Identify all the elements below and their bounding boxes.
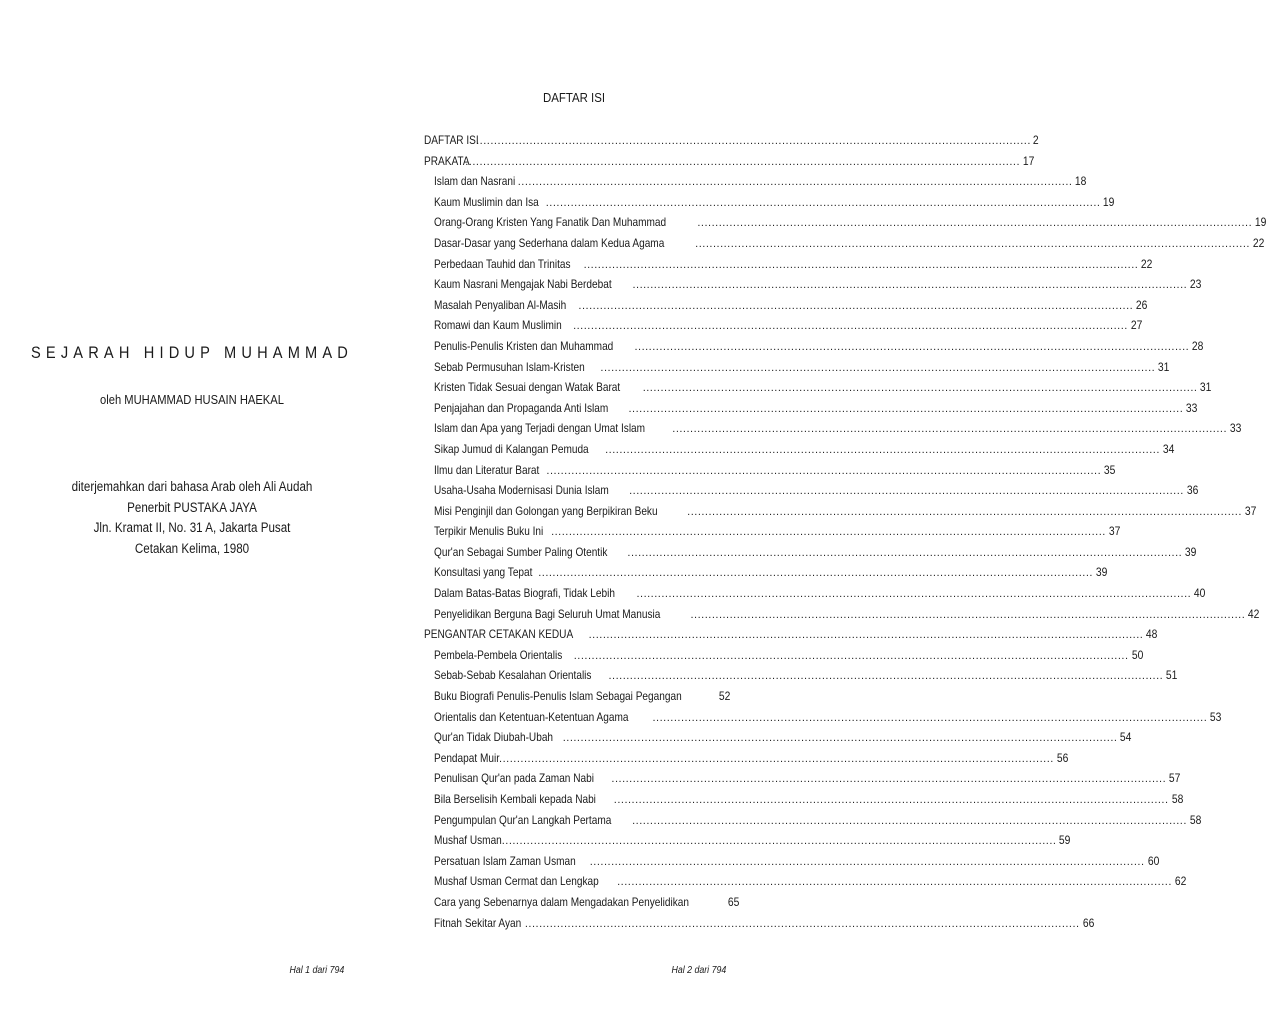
- toc-entry[interactable]: [424, 398, 1198, 419]
- toc-entry-label: Penulisan Qur'an pada Zaman Nabi: [434, 771, 594, 786]
- toc-entry-page-number: 28: [1192, 338, 1204, 353]
- toc-entry-label: Masalah Penyaliban Al-Masih: [434, 297, 567, 312]
- toc-entry[interactable]: [424, 913, 1094, 934]
- page-footer-right: Hal 2 dari 794: [671, 965, 726, 976]
- page-footer-left: Hal 1 dari 794: [289, 965, 344, 976]
- toc-entry[interactable]: [424, 542, 1197, 563]
- toc-entry[interactable]: [424, 212, 1266, 233]
- toc-entry-label: Kristen Tidak Sesuai dengan Watak Barat: [434, 380, 621, 395]
- toc-entry[interactable]: [424, 439, 1175, 460]
- toc-entry-label: Cara yang Sebenarnya dalam Mengadakan Penyelidikan: [434, 894, 689, 909]
- toc-entry[interactable]: [424, 501, 1257, 522]
- toc-leader-dots: [578, 296, 1133, 317]
- toc-entry-page-number: 19: [1103, 194, 1115, 209]
- toc-entry-label: Fitnah Sekitar Ayan: [434, 915, 522, 930]
- toc-entry[interactable]: [424, 295, 1148, 316]
- toc-leader-dots: [691, 605, 1246, 626]
- toc-entry-page-number: 31: [1200, 380, 1212, 395]
- toc-entry-label: Penjajahan dan Propaganda Anti Islam: [434, 400, 609, 415]
- toc-entry-page-number: 48: [1146, 627, 1158, 642]
- toc-entry[interactable]: [424, 789, 1183, 810]
- toc-entry-label: Mushaf Usman Cermat dan Lengkap: [434, 874, 599, 889]
- toc-entry-page-number: 35: [1104, 462, 1116, 477]
- toc-leader-dots: [608, 666, 1163, 687]
- toc-entry-page-number: 40: [1194, 586, 1206, 601]
- toc-entry-page-number: 59: [1059, 833, 1071, 848]
- toc-entry-page-number: 17: [1022, 153, 1035, 168]
- toc-entry-label: Mushaf Usman: [434, 833, 502, 848]
- toc-entry[interactable]: [424, 768, 1181, 789]
- toc-entry[interactable]: [424, 686, 731, 707]
- toc-leader-dots: [629, 399, 1184, 420]
- toc-entry-page-number: 57: [1169, 771, 1181, 786]
- toc-entry-label: Usaha-Usaha Modernisasi Dunia Islam: [434, 483, 609, 498]
- toc-entry[interactable]: [424, 315, 1143, 336]
- toc-entry-page-number: 2: [1032, 133, 1039, 147]
- toc-entry[interactable]: [424, 707, 1222, 728]
- toc-entry[interactable]: [424, 583, 1206, 604]
- toc-entry[interactable]: [424, 460, 1116, 481]
- toc-entry-page-number: 66: [1082, 915, 1094, 930]
- toc-leader-dots: [636, 584, 1191, 605]
- toc-entry-page-number: 42: [1248, 606, 1260, 621]
- toc-entry-page-number: 33: [1229, 421, 1242, 436]
- toc-entry-label: Islam dan Nasrani: [434, 174, 516, 189]
- toc-entry[interactable]: [424, 130, 1039, 151]
- toc-entry[interactable]: [424, 851, 1159, 872]
- toc-entry[interactable]: [424, 748, 1069, 769]
- toc-entry-label: Dasar-Dasar yang Sederhana dalam Kedua Agama: [434, 235, 665, 250]
- toc-entry-label: Perbedaan Tauhid dan Trinitas: [434, 256, 571, 271]
- toc-entry-page-number: 36: [1186, 483, 1199, 498]
- toc-entry[interactable]: [424, 871, 1187, 892]
- toc-leader-dots: [605, 440, 1160, 461]
- toc-leader-dots: [617, 872, 1172, 893]
- toc-entry-label: Qur'an Tidak Diubah-Ubah: [434, 730, 554, 745]
- toc-entry-label: Kaum Muslimin dan Isa: [434, 194, 539, 209]
- toc-entry-page-number: 26: [1136, 297, 1148, 312]
- toc-entry[interactable]: [424, 604, 1260, 625]
- toc-entry-page-number: 37: [1244, 503, 1257, 518]
- toc-entry-page-number: 31: [1158, 359, 1170, 374]
- toc-leader-dots: [502, 831, 1057, 852]
- toc-entry[interactable]: [424, 357, 1170, 378]
- toc-leader-dots: [465, 152, 1020, 173]
- toc-leader-dots: [476, 131, 1031, 152]
- toc-leader-dots: [634, 337, 1189, 358]
- toc-entry-label: Bila Berselisih Kembali kepada Nabi: [434, 792, 596, 806]
- toc-entry-page-number: 39: [1185, 544, 1197, 559]
- toc-entry-label: Kaum Nasrani Mengajak Nabi Berdebat: [434, 277, 612, 292]
- toc-leader-dots: [546, 461, 1101, 482]
- toc-leader-dots: [574, 646, 1129, 667]
- toc-entry-page-number: 58: [1171, 792, 1183, 806]
- toc-entry-page-number: 52: [718, 689, 731, 704]
- toc-entry-page-number: 54: [1120, 730, 1132, 745]
- toc-entry-page-number: 62: [1174, 874, 1187, 889]
- toc-entry[interactable]: [424, 151, 1035, 172]
- toc-entry[interactable]: [424, 418, 1242, 439]
- toc-leader-dots: [627, 543, 1182, 564]
- toc-entry-label: Buku Biografi Penulis-Penulis Islam Sebagai Pegangan: [434, 689, 682, 704]
- toc-entry-label: DAFTAR ISI: [424, 133, 479, 147]
- author-line: oleh MUHAMMAD HUSAIN HAEKAL: [100, 392, 284, 407]
- toc-entry-label: Romawi dan Kaum Muslimin: [434, 318, 562, 333]
- right-page: [384, 0, 1266, 1024]
- toc-entry-page-number: 60: [1147, 853, 1159, 868]
- toc-entry-label: Sikap Jumud di Kalangan Pemuda: [434, 441, 589, 456]
- toc-entry[interactable]: [424, 254, 1153, 275]
- toc-entry-label: PENGANTAR CETAKAN KEDUA: [424, 627, 574, 642]
- toc-entry[interactable]: [424, 480, 1199, 501]
- toc-entry-label: Pendapat Muir: [434, 750, 500, 765]
- toc-entry-label: Dalam Batas-Batas Biografi, Tidak Lebih: [434, 586, 615, 601]
- toc-entry-page-number: 53: [1210, 709, 1222, 724]
- toc-leader-dots: [600, 358, 1155, 379]
- toc-leader-dots: [546, 193, 1101, 214]
- toc-leader-dots: [551, 522, 1106, 543]
- toc-leader-dots: [525, 914, 1080, 935]
- toc-entry-page-number: 18: [1075, 174, 1087, 189]
- edition-info: Cetakan Kelima, 1980: [134, 540, 250, 556]
- toc-entry[interactable]: [424, 521, 1121, 542]
- toc-entry-page-number: 22: [1252, 235, 1265, 250]
- toc-entry[interactable]: [424, 645, 1143, 666]
- toc-entry[interactable]: [424, 810, 1202, 831]
- translation-credit: diterjemahkan dari bahasa Arab oleh Ali Audah: [71, 479, 313, 494]
- toc-leader-dots: [611, 769, 1166, 790]
- toc-leader-dots: [573, 316, 1128, 337]
- toc-entry-label: Konsultasi yang Tepat: [434, 565, 533, 580]
- toc-leader-dots: [643, 378, 1198, 399]
- toc-entry-page-number: 27: [1130, 318, 1143, 333]
- toc-entry[interactable]: [424, 665, 1178, 686]
- toc-entry-page-number: 50: [1131, 647, 1143, 662]
- toc-entry-page-number: 39: [1095, 565, 1108, 580]
- toc-entry[interactable]: [424, 624, 1158, 645]
- toc-entry-label: Penulis-Penulis Kristen dan Muhammad: [434, 338, 614, 353]
- toc-leader-dots: [632, 275, 1187, 296]
- toc-leader-dots: [518, 172, 1073, 193]
- toc-leader-dots: [632, 811, 1187, 832]
- toc-entry[interactable]: [424, 171, 1087, 192]
- toc-leader-dots: [590, 852, 1145, 873]
- toc-entry[interactable]: [424, 727, 1132, 748]
- publisher-name: Penerbit PUSTAKA JAYA: [127, 499, 257, 515]
- toc-entry-page-number: 56: [1056, 750, 1069, 765]
- toc-leader-dots: [687, 502, 1242, 523]
- toc-leader-dots: [614, 790, 1169, 811]
- toc-entry-label: Pembela-Pembela Orientalis: [434, 647, 563, 662]
- toc-leader-dots: [695, 234, 1250, 255]
- toc-entry-label: Terpikir Menulis Buku Ini: [434, 524, 544, 539]
- toc-entry-page-number: 65: [727, 894, 739, 909]
- toc-entry-label: Orientalis dan Ketentuan-Ketentuan Agama: [434, 709, 629, 724]
- toc-leader-dots: [584, 255, 1139, 276]
- toc-entry-label: Penyelidikan Berguna Bagi Seluruh Umat Manusia: [434, 606, 661, 621]
- toc-entry[interactable]: [424, 830, 1071, 851]
- toc-entry[interactable]: [424, 377, 1212, 398]
- toc-entry[interactable]: [424, 233, 1265, 254]
- left-page: [0, 0, 384, 1024]
- toc-entry-label: Qur'an Sebagai Sumber Paling Otentik: [434, 544, 608, 559]
- toc-entry-page-number: 51: [1166, 668, 1178, 683]
- toc-leader-dots: [589, 625, 1144, 646]
- toc-leader-dots: [629, 481, 1184, 502]
- toc-entry-page-number: 34: [1162, 441, 1175, 456]
- toc-entry[interactable]: [424, 336, 1204, 357]
- toc-entry-page-number: 33: [1186, 400, 1198, 415]
- toc-entry-label: Persatuan Islam Zaman Usman: [434, 853, 576, 868]
- book-title: SEJARAH HIDUP MUHAMMAD: [30, 343, 354, 362]
- publisher-address: Jln. Kramat II, No. 31 A, Jakarta Pusat: [93, 520, 291, 535]
- toc-entry[interactable]: [424, 892, 739, 913]
- toc-entry-label: Sebab Permusuhan Islam-Kristen: [434, 359, 585, 374]
- toc-entry-label: Pengumpulan Qur'an Langkah Pertama: [434, 812, 612, 827]
- toc-leader-dots: [653, 708, 1208, 729]
- toc-entry[interactable]: [424, 562, 1108, 583]
- toc-leader-dots: [672, 419, 1227, 440]
- toc-entry-label: Misi Penginjil dan Golongan yang Berpikiran Beku: [434, 503, 658, 518]
- toc-entry-label: Orang-Orang Kristen Yang Fanatik Dan Muhammad: [434, 215, 667, 230]
- toc-entry-label: Islam dan Apa yang Terjadi dengan Umat Islam: [434, 421, 646, 436]
- toc-entry-page-number: 19: [1254, 215, 1266, 230]
- toc-leader-dots: [563, 728, 1118, 749]
- toc-entry-page-number: 37: [1108, 524, 1121, 539]
- toc-entry-label: PRAKATA: [424, 153, 470, 168]
- toc-heading: DAFTAR ISI: [542, 90, 606, 105]
- toc-entry-label: Ilmu dan Literatur Barat: [434, 462, 540, 477]
- toc-entry[interactable]: [424, 192, 1115, 213]
- toc-leader-dots: [538, 563, 1093, 584]
- toc-entry-page-number: 58: [1189, 812, 1202, 827]
- toc-entry-page-number: 22: [1141, 256, 1153, 271]
- toc-leader-dots: [697, 213, 1252, 234]
- publication-info: [0, 477, 384, 559]
- toc-entry-page-number: 23: [1190, 277, 1202, 292]
- toc-entry-label: Sebab-Sebab Kesalahan Orientalis: [434, 668, 592, 683]
- table-of-contents: [424, 130, 1266, 933]
- toc-leader-dots: [499, 749, 1054, 770]
- toc-entry[interactable]: [424, 274, 1202, 295]
